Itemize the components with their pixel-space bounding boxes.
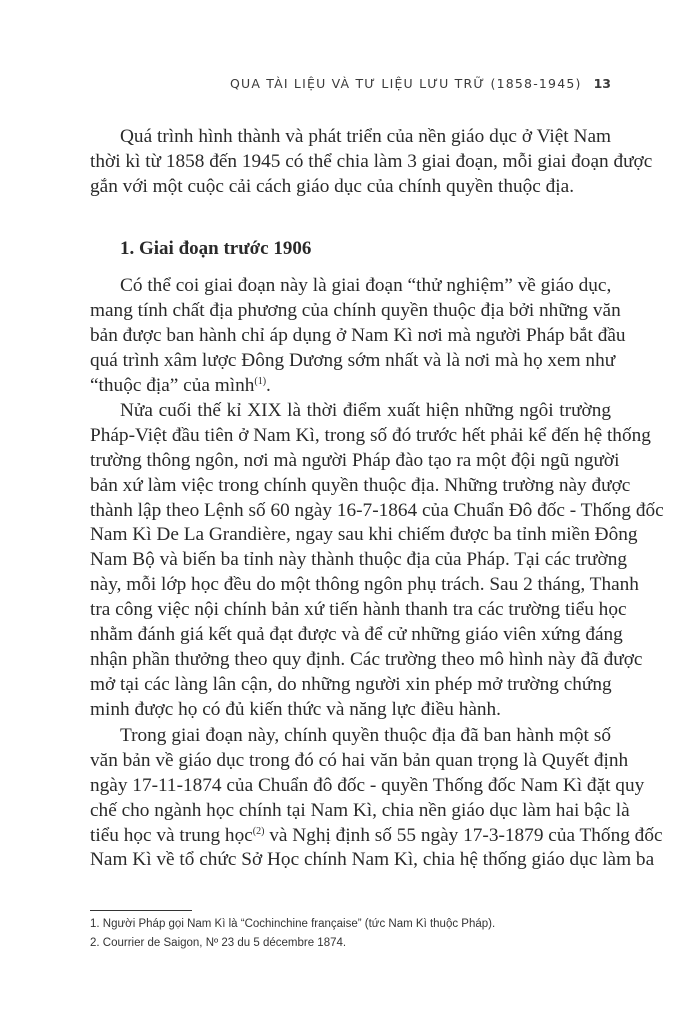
text-line-content: bản được ban hành chỉ áp dụng ở Nam Kì nơi mà người Pháp bắt đầu <box>90 324 626 346</box>
text-line <box>90 150 653 175</box>
text-line-content: trường thông ngôn, nơi mà người Pháp đào tạo ra một đội ngũ người <box>90 449 620 471</box>
text-line-content: Quá trình hình thành và phát triển của nền giáo dục ở Việt Nam <box>120 126 611 147</box>
text-line-content: gắn với một cuộc cải cách giáo dục của chính quyền thuộc địa. <box>90 175 575 197</box>
footnote-reference[interactable]: (2) <box>252 825 265 837</box>
text-line <box>90 474 631 499</box>
running-header-title: QUA TÀI LIỆU VÀ TƯ LIỆU LƯU TRỮ (1858-1945) <box>229 76 582 91</box>
text-line <box>90 175 611 200</box>
text-line-content: Nửa cuối thế kỉ XIX là thời điểm xuất hiện những ngôi trường <box>120 400 611 421</box>
text-line <box>90 499 664 524</box>
running-header <box>230 76 611 91</box>
text-line-content: quá trình xâm lược Đông Dương sớm nhất và là nơi mà họ xem như <box>90 349 616 371</box>
paragraph-intro <box>90 125 653 200</box>
text-line <box>90 598 627 623</box>
text-line-continuation: và Nghị định số 55 ngày 17-3-1879 của Thống đốc <box>264 824 663 846</box>
text-line-content: Có thể coi giai đoạn này là giai đoạn “thử nghiệm” về giáo dục, <box>120 275 612 296</box>
text-line <box>90 548 627 573</box>
text-line-content: Nam Kì De La Grandière, ngay sau khi chiếm được ba tỉnh miền Đông <box>90 524 638 546</box>
footnote-1: 1. Người Pháp gọi Nam Kì là “Cochinchine française” (tức Nam Kì thuộc Pháp). <box>90 918 496 930</box>
text-line-content: này, mỗi lớp học đều do một thông ngôn phụ trách. Sau 2 tháng, Thanh <box>90 574 639 596</box>
text-line <box>90 648 643 673</box>
text-line <box>90 299 621 324</box>
text-line <box>90 274 611 299</box>
text-line <box>90 774 645 799</box>
text-line-content: mở tại các làng lân cận, do những người xin phép mở trường chứng <box>90 673 612 695</box>
text-line-content: Nam Kì về tổ chức Sở Học chính Nam Kì, chia hệ thống giáo dục làm ba <box>90 849 655 871</box>
footnote-divider <box>90 910 192 911</box>
text-line <box>90 673 611 698</box>
text-line <box>90 399 611 424</box>
text-line-continuation: . <box>266 374 271 396</box>
text-line-content: tra công việc nội chính bản xứ tiến hành thanh tra các trường tiểu học <box>90 599 627 621</box>
text-line <box>90 698 611 723</box>
text-line-content: minh được họ có đủ kiến thức và năng lực điều hành. <box>90 698 502 720</box>
text-line <box>90 424 651 449</box>
text-line <box>90 724 611 749</box>
text-line <box>90 799 630 824</box>
text-line-content: thời kì từ 1858 đến 1945 có thể chia làm 3 giai đoạn, mỗi giai đoạn được <box>90 150 653 172</box>
text-line <box>90 623 623 648</box>
text-line <box>90 324 626 349</box>
footnote-2: 2. Courrier de Saigon, Nº 23 du 5 décembre 1874. <box>90 937 347 949</box>
text-line <box>90 125 611 150</box>
paragraph-regulations <box>90 724 663 873</box>
text-line-content: bản xứ làm việc trong chính quyền thuộc địa. Những trường này được <box>90 474 631 496</box>
text-line-content: Trong giai đoạn này, chính quyền thuộc địa đã ban hành một số <box>120 725 611 746</box>
text-line-content: tiểu học và trung học <box>90 824 253 846</box>
text-line <box>90 824 663 849</box>
text-line-content: thành lập theo Lệnh số 60 ngày 16-7-1864 của Chuẩn Đô đốc - Thống đốc <box>90 499 664 521</box>
text-line-content: mang tính chất địa phương của chính quyền thuộc địa bởi những văn <box>90 299 621 321</box>
section-heading: 1. Giai đoạn trước 1906 <box>120 238 312 259</box>
text-line <box>90 523 638 548</box>
text-line-content: Pháp-Việt đầu tiên ở Nam Kì, trong số đó trước hết phải kể đến hệ thống <box>90 424 651 446</box>
text-line <box>90 573 639 598</box>
text-line <box>90 374 611 399</box>
paragraph-first-schools <box>90 399 664 723</box>
text-line <box>90 449 620 474</box>
text-line-content: văn bản về giáo dục trong đó có hai văn bản quan trọng là Quyết định <box>90 749 629 771</box>
text-line-content: Nam Bộ và biến ba tỉnh này thành thuộc địa của Pháp. Tại các trường <box>90 549 627 571</box>
footnote-reference[interactable]: (1) <box>254 375 267 387</box>
text-line <box>90 749 629 774</box>
text-line-content: chế cho ngành học chính tại Nam Kì, chia nền giáo dục làm hai bậc là <box>90 799 630 821</box>
text-line <box>90 848 655 873</box>
text-line-content: nhằm đánh giá kết quả đạt được và để cử những giáo viên xứng đáng <box>90 624 623 646</box>
text-line-content: ngày 17-11-1874 của Chuẩn đô đốc - quyền Thống đốc Nam Kì đặt quy <box>90 774 645 796</box>
text-line <box>90 349 616 374</box>
page-number: 13 <box>593 76 611 91</box>
paragraph-experimental-period <box>90 274 626 398</box>
text-line-content: nhận phần thưởng theo quy định. Các trường theo mô hình này đã được <box>90 648 643 670</box>
text-line-content: “thuộc địa” của mình <box>90 374 255 396</box>
